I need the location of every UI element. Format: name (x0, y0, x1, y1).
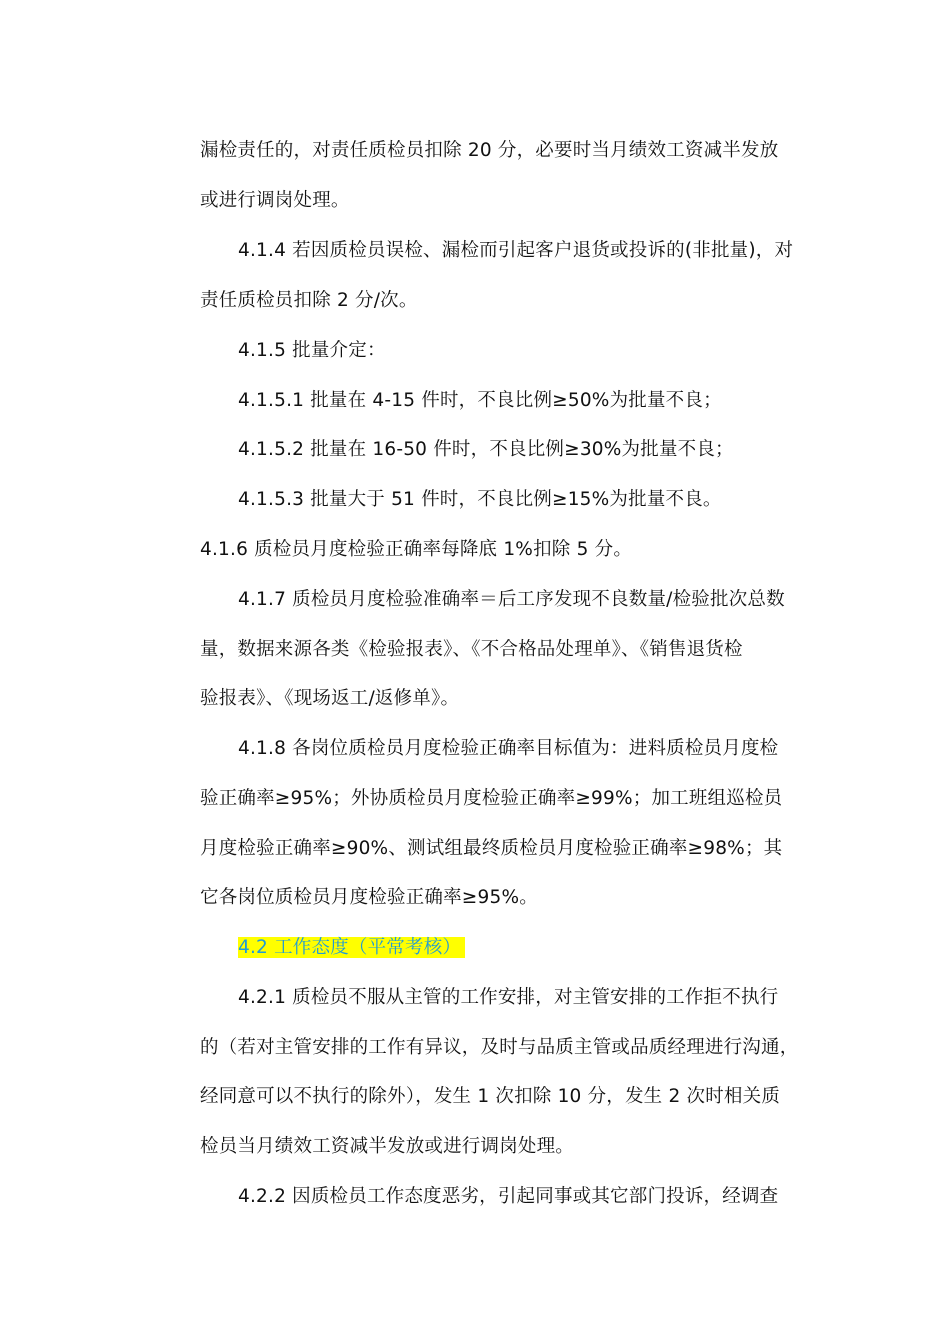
text-line: 4.1.6 质检员月度检验正确率每降底 1%扣除 5 分。 (200, 539, 633, 560)
section-heading (238, 935, 465, 961)
text-line: 或进行调岗处理。 (200, 190, 350, 211)
text-line: 4.2.1 质检员不服从主管的工作安排，对主管安排的工作拒不执行 (238, 987, 779, 1008)
text-line: 验报表》、《现场返工/返修单》。 (200, 688, 460, 709)
text-line: 4.1.5.3 批量大于 51 件时，不良比例≥15%为批量不良。 (238, 489, 722, 510)
text-line: 漏检责任的，对责任质检员扣除 20 分，必要时当月绩效工资减半发放 (200, 140, 779, 161)
text-line: 4.1.5.2 批量在 16-50 件时，不良比例≥30%为批量不良； (238, 439, 734, 460)
text-line: 月度检验正确率≥90%、测试组最终质检员月度检验正确率≥98%；其 (200, 838, 783, 859)
text-line: 经同意可以不执行的除外），发生 1 次扣除 10 分，发生 2 次时相关质 (200, 1086, 781, 1107)
highlighted-heading: 4.2 工作态度（平常考核） (238, 937, 465, 958)
text-line: 量，数据来源各类《检验报表》、《不合格品处理单》、《销售退货检 (200, 639, 743, 660)
text-line: 4.1.7 质检员月度检验准确率＝后工序发现不良数量/检验批次总数 (238, 589, 785, 610)
text-line: 4.1.5 批量介定： (238, 340, 386, 361)
text-line: 它各岗位质检员月度检验正确率≥95%。 (200, 887, 538, 908)
text-line: 4.1.8 各岗位质检员月度检验正确率目标值为：进料质检员月度检 (238, 738, 779, 759)
text-line: 4.2.2 因质检员工作态度恶劣，引起同事或其它部门投诉，经调查 (238, 1186, 779, 1207)
text-line: 检员当月绩效工资减半发放或进行调岗处理。 (200, 1136, 575, 1157)
text-line: 4.1.4 若因质检员误检、漏检而引起客户退货或投诉的(非批量)，对 (238, 240, 794, 261)
text-line: 验正确率≥95%；外协质检员月度检验正确率≥99%；加工班组巡检员 (200, 788, 783, 809)
text-line: 4.1.5.1 批量在 4-15 件时，不良比例≥50%为批量不良； (238, 390, 722, 411)
text-line: 的（若对主管安排的工作有异议，及时与品质主管或品质经理进行沟通， (200, 1037, 799, 1058)
text-line: 责任质检员扣除 2 分/次。 (200, 290, 418, 311)
